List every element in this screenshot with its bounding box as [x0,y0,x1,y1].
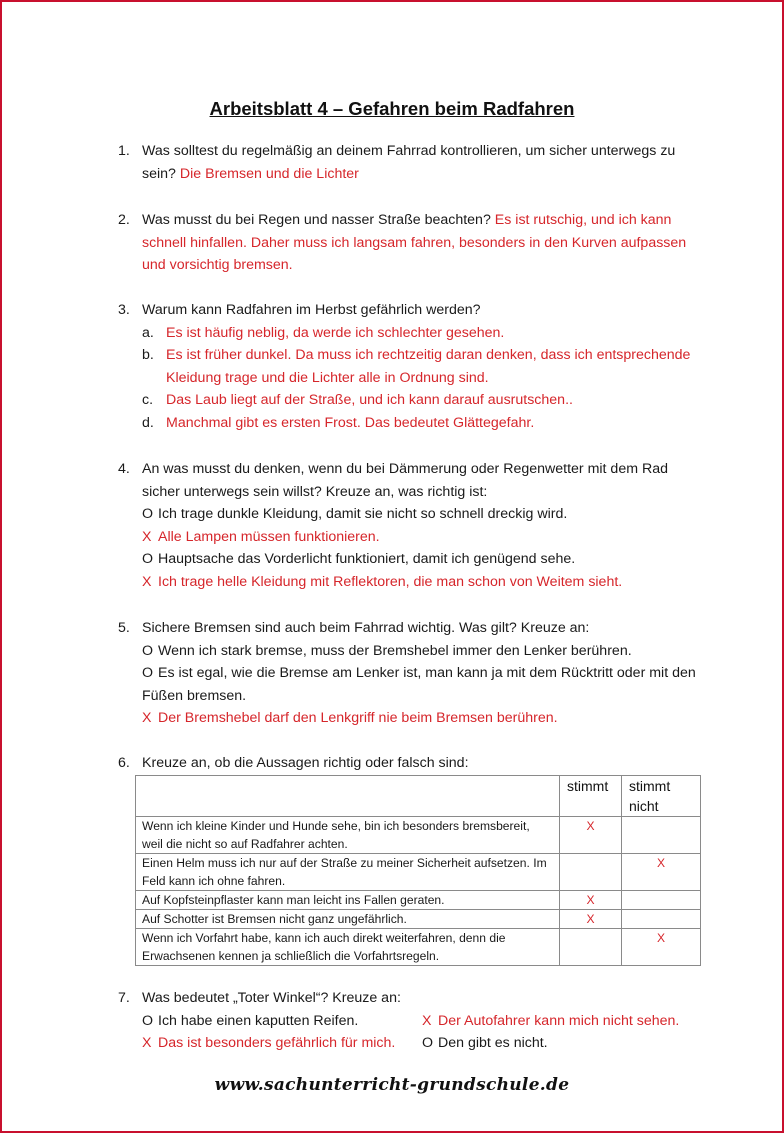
column-header-true: stimmt [560,776,622,817]
answer-text: Es ist rutschig, und ich kann schnell hinfallen. Daher muss ich langsam fahren, besonders in den Kurven aufpassen und vorsichtig bremsen. [142,212,687,274]
question-text: Kreuze an, ob die Aussagen richtig oder falsch sind: [142,755,469,771]
question-number: 4. [118,461,130,477]
option-mark: O [142,506,154,523]
item-text: Es ist früher dunkel. Da muss ich rechtzeitig daran denken, dass ich entsprechende Kleidung trage und die Lichter alle in Ordnung sind. [166,347,691,386]
option-text: Hauptsache das Vorderlicht funktioniert, damit ich genügend sehe. [158,551,576,568]
option-text: Der Bremshebel darf den Lenkgriff nie beim Bremsen berühren. [158,710,558,727]
true-cell [560,929,622,966]
option-item [422,1032,548,1055]
question-1 [118,140,708,185]
footer-website: www.sachunterricht-grundschule.de [214,1075,570,1095]
option-item [142,526,708,549]
option-row [142,1010,708,1033]
item-label: c. [142,392,154,409]
option-text: Es ist egal, wie die Bremse am Lenker ist, man kann ja mit dem Rücktritt oder mit den Füßen bremsen. [142,665,696,704]
question-5 [118,617,708,730]
table-row [136,929,701,966]
false-cell: X [622,854,701,891]
table-row [136,817,701,854]
false-cell [622,891,701,910]
option-item [142,640,708,663]
question-text: Was solltest du regelmäßig an deinem Fahrrad kontrollieren, um sicher unterwegs zu sein? [142,143,676,182]
table-row [136,891,701,910]
option-text: Ich trage helle Kleidung mit Reflektoren, die man schon von Weitem sieht. [158,573,623,590]
option-item [142,548,708,571]
table-header-empty [136,776,560,817]
question-text: Was bedeutet „Toter Winkel“? Kreuze an: [142,990,401,1006]
option-text: Den gibt es nicht. [438,1035,548,1052]
statement-text: Auf Kopfsteinpflaster kann man leicht ins Fallen geraten. [136,891,560,910]
table-row [136,910,701,929]
question-3 [118,299,708,435]
question-text: Warum kann Radfahren im Herbst gefährlich werden? [142,302,481,318]
question-2 [118,209,708,277]
option-item [422,1010,679,1033]
item-label: d. [142,414,154,431]
option-text: Ich habe einen kaputten Reifen. [158,1012,359,1029]
option-mark: O [422,1035,434,1052]
item-label: a. [142,324,154,341]
question-text: Was musst du bei Regen und nasser Straße beachten? [142,212,491,228]
option-mark: O [142,1012,154,1029]
statement-text: Auf Schotter ist Bremsen nicht ganz ungefährlich. [136,910,560,929]
question-7 [118,987,708,1055]
option-text: Das ist besonders gefährlich für mich. [158,1035,396,1052]
answer-item [142,344,708,389]
false-cell: X [622,929,701,966]
item-text: Es ist häufig neblig, da werde ich schlechter gesehen. [166,324,505,341]
statements-table [135,775,701,966]
option-item [142,503,708,526]
option-mark: X [422,1012,432,1029]
false-cell [622,817,701,854]
option-mark: X [142,528,152,545]
option-mark: X [142,710,152,727]
question-number: 5. [118,620,130,636]
answer-item [142,322,708,345]
answer-item [142,389,708,412]
answer-item [142,412,708,435]
statement-text: Wenn ich kleine Kinder und Hunde sehe, bin ich besonders bremsbereit, weil die nicht so auf Radfahrer achten. [136,817,560,854]
question-6 [118,752,708,775]
worksheet-title: Arbeitsblatt 4 – Gefahren beim Radfahren [209,98,575,119]
option-item [142,662,708,707]
column-header-false: stimmt nicht [622,776,701,817]
answer-text: Die Bremsen und die Lichter [179,165,359,182]
item-label: b. [142,347,154,364]
false-cell [622,910,701,929]
item-text: Das Laub liegt auf der Straße, und ich kann darauf ausrutschen.. [166,392,573,409]
question-text: An was musst du denken, wenn du bei Dämmerung oder Regenwetter mit dem Rad sicher unterwegs sein willst? Kreuze an, was richtig ist: [142,461,668,500]
option-item [142,1013,358,1029]
question-number: 6. [118,755,130,771]
option-item [142,1035,395,1051]
question-4 [118,458,708,594]
option-mark: O [142,551,154,568]
question-number: 2. [118,212,130,228]
table-row [136,854,701,891]
statement-text: Wenn ich Vorfahrt habe, kann ich auch direkt weiterfahren, denn die Erwachsenen kennen ja schließlich die Vorfahrtsregeln. [136,929,560,966]
item-text: Manchmal gibt es ersten Frost. Das bedeutet Glättegefahr. [166,414,535,431]
question-text: Sichere Bremsen sind auch beim Fahrrad wichtig. Was gilt? Kreuze an: [142,620,590,636]
option-text: Ich trage dunkle Kleidung, damit sie nicht so schnell dreckig wird. [158,506,568,523]
true-cell [560,854,622,891]
option-text: Alle Lampen müssen funktionieren. [158,528,380,545]
option-text: Wenn ich stark bremse, muss der Bremshebel immer den Lenker berühren. [158,642,632,659]
option-mark: X [142,573,152,590]
option-row [142,1032,708,1055]
statement-text: Einen Helm muss ich nur auf der Straße zu meiner Sicherheit aufsetzen. Im Feld kann ich ohne fahren. [136,854,560,891]
option-item [142,707,708,730]
true-cell: X [560,817,622,854]
question-number: 1. [118,143,130,159]
option-mark: X [142,1035,152,1052]
table-header-row [136,776,701,817]
option-mark: O [142,642,154,659]
true-cell: X [560,891,622,910]
option-item [142,571,708,594]
true-cell: X [560,910,622,929]
question-number: 3. [118,302,130,318]
question-number: 7. [118,990,130,1006]
option-mark: O [142,665,154,682]
option-text: Der Autofahrer kann mich nicht sehen. [438,1012,680,1029]
